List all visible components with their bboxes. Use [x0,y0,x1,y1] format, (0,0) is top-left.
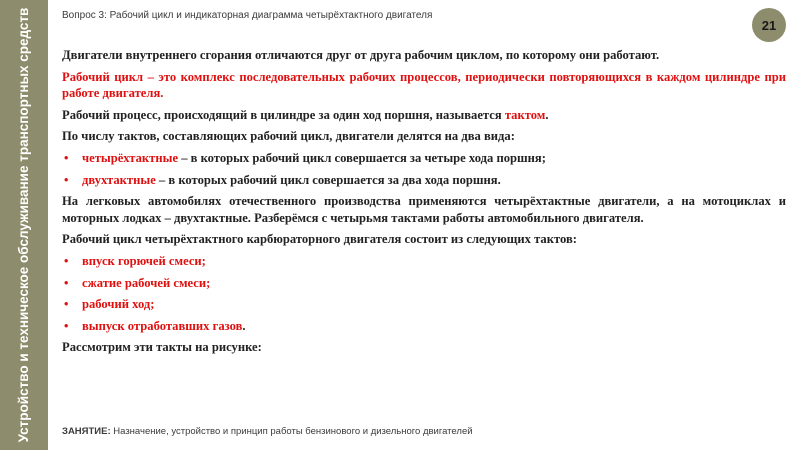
footer [62,426,473,437]
list-item-punct: ; [206,275,211,290]
main-content [62,47,786,361]
sidebar [0,0,48,450]
list-item [62,318,786,335]
list-item [62,253,786,270]
paragraph-intro [62,47,786,64]
paragraph-definition: Рабочий цикл – это комплекс последовательных рабочих процессов, периодически повторяющихся в каждом цилиндре при работе двигателя. [62,69,786,101]
intro-end: , по которому они работают. [499,48,660,62]
list-item [62,150,786,167]
stroke-text: Рабочий процесс, происходящий в цилиндре за один ход поршня, называется [62,107,505,122]
list-item [62,296,786,313]
engine-types-list [62,150,786,188]
footer-label: ЗАНЯТИЕ: [62,426,111,437]
strokes-list [62,253,786,334]
list-item-term: сжатие рабочей смеси [82,275,207,290]
list-item-term: двухтактные [82,172,156,187]
page-number: 21 [761,17,777,33]
list-item-term: рабочий ход [82,297,151,312]
paragraph-stroke [62,107,786,124]
list-item-text: – в которых рабочий цикл совершается за два хода поршня. [155,172,501,187]
paragraph-closing: Рассмотрим эти такты на рисунке: [62,340,262,355]
list-item-term: впуск горючей смеси [82,253,202,268]
page-number-badge [752,8,786,42]
list-item-text: – в которых рабочий цикл совершается за четыре хода поршня; [178,150,546,165]
paragraph-types-intro: По числу тактов, составляющих рабочий цикл, двигатели делятся на два вида: [62,129,515,144]
paragraph-applications: На легковых автомобилях отечественного производства применяются четырёхтактные двигатели, а на мотоциклах и моторных лодках – двухтактные. Разберёмся с четырьмя тактами работы автомобильного двигателя. [62,194,786,225]
list-item-punct: . [242,318,246,333]
list-item [62,275,786,292]
stroke-term: тактом [504,107,546,122]
footer-text: Назначение, устройство и принцип работы бензинового и дизельного двигателей [110,426,473,437]
intro-text: Двигатели внутреннего сгорания отличаются друг от друга [62,48,405,62]
stroke-end: . [545,107,549,122]
list-item-punct: ; [201,253,206,268]
intro-term: рабочим циклом [404,48,500,62]
paragraph-cycle-intro: Рабочий цикл четырёхтактного карбюраторного двигателя состоит из следующих тактов: [62,232,577,247]
list-item-term: выпуск отработавших газов [82,318,243,333]
list-item [62,172,786,189]
sidebar-title: Устройство и техническое обслуживание транспортных средств [16,7,31,443]
list-item-punct: ; [150,297,155,312]
header-title: Вопрос 3: Рабочий цикл и индикаторная диаграмма четырёхтактного двигателя [62,10,433,21]
list-item-term: четырёхтактные [82,150,179,165]
